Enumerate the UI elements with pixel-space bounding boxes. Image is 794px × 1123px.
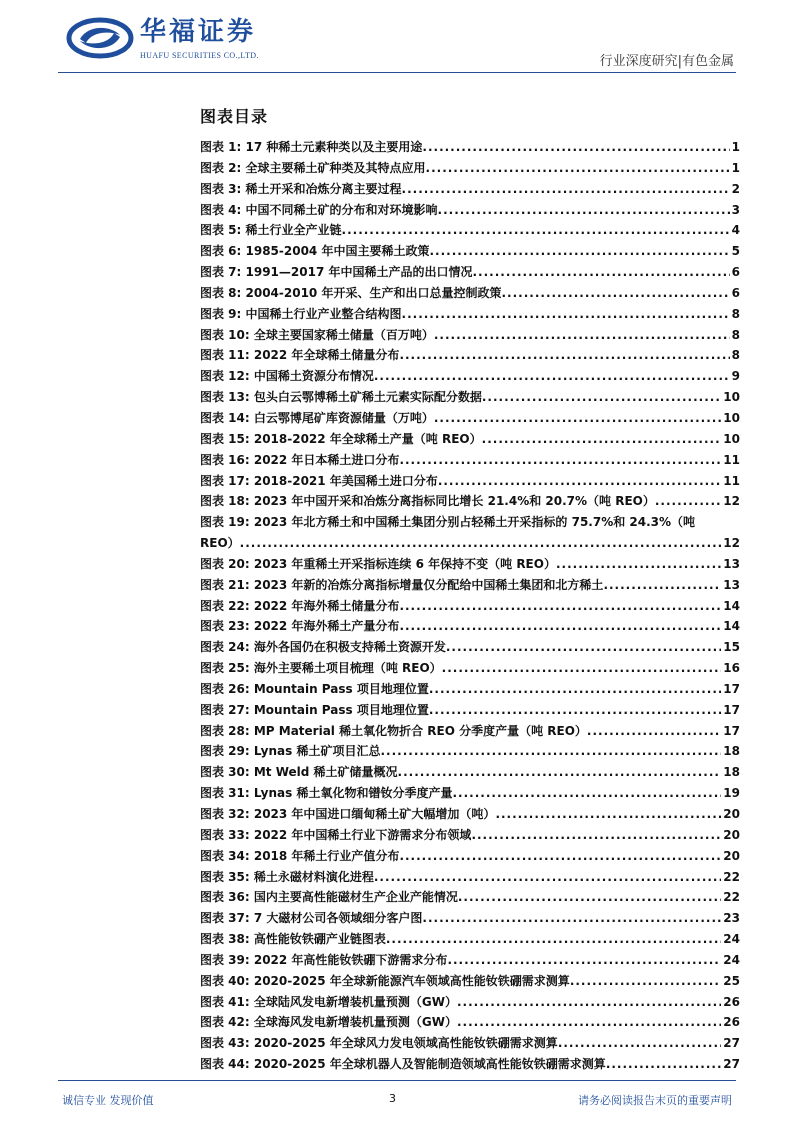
toc-entry-continuation[interactable] [200,533,740,554]
toc-entry[interactable] [200,179,740,200]
toc-entry-page: 8 [731,327,740,342]
toc-entry-label: 图表 12: 中国稀土资源分布情况 [200,369,374,384]
toc-leader-dots [570,971,721,992]
company-logo-english: HUAFU SECURITIES CO.,LTD. [140,51,259,60]
toc-entry-page: 8 [731,306,740,321]
toc-entry[interactable] [200,429,740,450]
toc-entry[interactable] [200,512,740,533]
toc-entry-label: 图表 42: 全球海风发电新增装机量预测（GW） [200,1015,457,1030]
toc-entry-label: 图表 30: Mt Weld 稀土矿储量概况 [200,765,398,780]
toc-leader-dots [434,408,721,429]
toc-entry[interactable] [200,1033,740,1054]
toc-entry-page: 10 [723,431,740,446]
toc-entry-page: 19 [723,786,740,801]
toc-entry-label-continued: REO） [200,536,240,551]
toc-entry-label: 图表 27: Mountain Pass 项目地理位置 [200,702,429,717]
toc-leader-dots [457,1012,721,1033]
toc-entry-label: 图表 3: 稀土开采和冶炼分离主要过程 [200,181,402,196]
toc-entry[interactable] [200,491,740,512]
toc-entry-page: 3 [731,202,740,217]
toc-entry[interactable] [200,616,740,637]
toc-leader-dots [429,700,721,721]
toc-leader-dots [422,137,729,158]
toc-entry-label: 图表 11: 2022 年全球稀土储量分布 [200,348,400,363]
toc-entry-label: 图表 25: 海外主要稀土项目梳理（吨 REO） [200,661,442,676]
toc-leader-dots [398,762,722,783]
toc-entry[interactable] [200,887,740,908]
toc-entry[interactable] [200,450,740,471]
toc-entry-page: 12 [723,536,740,551]
toc-entry-label: 图表 17: 2018-2021 年美国稀土进口分布 [200,473,438,488]
toc-entry-label: 图表 28: MP Material 稀土氧化物折合 REO 分季度产量（吨 REO） [200,723,587,738]
toc-entry-page: 22 [723,869,740,884]
toc-entry[interactable] [200,137,740,158]
toc-entry[interactable] [200,825,740,846]
toc-entry-label: 图表 32: 2023 年中国进口缅甸稀土矿大幅增加（吨） [200,807,496,821]
toc-entry[interactable] [200,366,740,387]
toc-leader-dots [374,366,730,387]
toc-leader-dots [402,179,730,200]
toc-entry-page: 12 [723,494,740,509]
toc-entry[interactable] [200,804,740,825]
toc-entry-page: 9 [731,369,740,384]
toc-entry-page: 1 [731,140,740,154]
toc-leader-dots [399,450,721,471]
toc-entry-label: 图表 22: 2022 年海外稀土储量分布 [200,598,400,613]
page-number: 3 [389,1092,396,1105]
toc-entry-label: 图表 24: 海外各国仍在积极支持稀土资源开发 [200,640,446,655]
toc-entry-label: 图表 23: 2022 年海外稀土产量分布 [200,619,400,634]
toc-leader-dots [438,200,730,221]
toc-entry-label: 图表 38: 高性能钕铁硼产业链图表 [200,932,386,947]
toc-entry-page: 13 [723,577,740,592]
toc-entry[interactable] [200,700,740,721]
toc-entry[interactable] [200,971,740,992]
toc-leader-dots [399,345,729,366]
toc-leader-dots [606,1054,721,1075]
company-logo-text: 华福证券 [140,17,257,47]
toc-leader-dots [482,387,721,408]
toc-entry-label: 图表 44: 2020-2025 年全球机器人及智能制造领域高性能钕铁硼需求测算 [200,1057,606,1072]
footer-divider [58,1080,736,1081]
toc-entry-page: 15 [723,640,740,655]
toc-leader-dots [374,867,721,888]
toc-entry-page: 27 [723,1036,740,1051]
toc-entry-page: 14 [723,619,740,634]
toc-entry-page: 18 [723,744,740,759]
toc-leader-dots [399,616,721,637]
toc-entry-page: 17 [723,702,740,717]
report-category: 行业深度研究|有色金属 [599,54,734,69]
toc-leader-dots [558,1033,721,1054]
toc-entry[interactable] [200,741,740,762]
toc-entry[interactable] [200,950,740,971]
toc-entry-label: 图表 35: 稀土永磁材料演化进程 [200,869,374,884]
toc-entry-page: 4 [731,223,740,238]
toc-leader-dots [603,575,721,596]
toc-entry-label: 图表 16: 2022 年日本稀土进口分布 [200,452,400,467]
toc-leader-dots [447,950,721,971]
toc-entry-label: 图表 15: 2018-2022 年全球稀土产量（吨 REO） [200,431,482,446]
toc-entry[interactable] [200,908,740,929]
toc-entry-label: 图表 5: 稀土行业全产业链 [200,223,342,238]
toc-leader-dots [472,262,729,283]
toc-leader-dots [240,533,722,554]
toc-entry-page: 10 [723,410,740,425]
toc-leader-dots [457,992,721,1013]
toc-entry[interactable] [200,762,740,783]
toc-entry-page: 14 [723,598,740,613]
footer-slogan: 诚信专业 发现价值 [62,1094,154,1107]
toc-entry-page: 11 [723,473,740,488]
toc-entry-page: 6 [731,285,740,300]
toc-entry-page: 11 [723,452,740,467]
toc-leader-dots [434,325,730,346]
toc-entry-label: 图表 18: 2023 年中国开采和冶炼分离指标同比增长 21.4%和 20.7%（吨 REO） [200,494,655,509]
toc-entry-label: 图表 20: 2023 年重稀土开采指标连续 6 年保持不变（吨 REO） [200,556,556,571]
toc-entry-page: 16 [723,661,740,676]
toc-entry-page: 5 [731,244,740,259]
toc-leader-dots [399,846,721,867]
toc-entry-label: 图表 1: 17 种稀土元素种类以及主要用途 [200,140,423,154]
toc-entry[interactable] [200,1012,740,1033]
toc-leader-dots [452,783,721,804]
toc-title: 图表目录 [200,107,269,126]
toc-entry[interactable] [200,679,740,700]
toc-entry-label: 图表 7: 1991—2017 年中国稀土产品的出口情况 [200,265,473,280]
toc-entry[interactable] [200,867,740,888]
toc-entry-label: 图表 41: 全球陆风发电新增装机量预测（GW） [200,994,457,1009]
header-divider [58,72,736,73]
toc-entry-label: 图表 37: 7 大磁材公司各领域细分客户图 [200,911,423,926]
toc-leader-dots [429,241,729,262]
toc-entry[interactable] [200,575,740,596]
toc-entry[interactable] [200,345,740,366]
page-header [0,0,794,75]
toc-leader-dots [556,554,721,575]
toc-entry[interactable] [200,387,740,408]
toc-leader-dots [429,679,721,700]
toc-entry[interactable] [200,637,740,658]
toc-entry-label: 图表 10: 全球主要国家稀土储量（百万吨） [200,327,434,342]
toc-entry-page: 8 [731,348,740,363]
toc-entry[interactable] [200,220,740,241]
toc-leader-dots [501,283,729,304]
toc-entry-label: 图表 9: 中国稀土行业产业整合结构图 [200,306,402,321]
toc-leader-dots [386,929,721,950]
toc-leader-dots [342,220,730,241]
toc-leader-dots [655,491,721,512]
toc-entry-label: 图表 39: 2022 年高性能钕铁硼下游需求分布 [200,952,448,967]
toc-leader-dots [458,887,721,908]
toc-entry-label: 图表 43: 2020-2025 年全球风力发电领域高性能钕铁硼需求测算 [200,1036,558,1051]
toc-entry-page: 17 [723,723,740,738]
toc-entry[interactable] [200,846,740,867]
toc-entry-page: 18 [723,765,740,780]
toc-entry-page: 6 [731,265,740,280]
toc-entry-page: 26 [723,994,740,1009]
toc-entry-label: 图表 33: 2022 年中国稀土行业下游需求分布领域 [200,827,472,842]
toc-leader-dots [587,721,721,742]
toc-leader-dots [438,471,721,492]
toc-entry-label: 图表 31: Lynas 稀土氧化物和镨钕分季度产量 [200,786,453,801]
toc-entry-page: 26 [723,1015,740,1030]
toc-entry-page: 17 [723,681,740,696]
toc-entry[interactable] [200,596,740,617]
toc-leader-dots [402,304,730,325]
toc-leader-dots [442,658,722,679]
toc-entry-label: 图表 14: 白云鄂博尾矿库资源储量（万吨） [200,410,434,425]
toc-entry-page: 13 [723,556,740,571]
toc-entry-page: 27 [723,1057,740,1072]
toc-entry-label: 图表 13: 包头白云鄂博稀土矿稀土元素实际配分数据 [200,390,482,405]
toc-entry[interactable] [200,992,740,1013]
toc-entry-page: 2 [731,181,740,196]
toc-leader-dots [446,637,721,658]
toc-entry-page: 23 [723,911,740,926]
toc-entry[interactable] [200,304,740,325]
toc-entry-label: 图表 8: 2004-2010 年开采、生产和出口总量控制政策 [200,285,502,300]
toc-entry-page: 25 [723,973,740,988]
toc-leader-dots [471,825,721,846]
footer-disclaimer: 请务必阅读报告末页的重要声明 [578,1094,732,1107]
toc-entry[interactable] [200,721,740,742]
toc-entry[interactable] [200,783,740,804]
toc-entry[interactable] [200,1054,740,1075]
toc-entry[interactable] [200,471,740,492]
toc-entry-page: 24 [723,952,740,967]
toc-entry-page: 22 [723,890,740,905]
toc-entry[interactable] [200,658,740,679]
toc-entry[interactable] [200,158,740,179]
toc-leader-dots [482,429,722,450]
toc-entry-label: 图表 6: 1985-2004 年中国主要稀土政策 [200,244,430,259]
toc-entry[interactable] [200,241,740,262]
toc-entry-label: 图表 19: 2023 年北方稀土和中国稀土集团分别占轻稀土开采指标的 75.7%和 24.3%（吨 [200,515,696,530]
toc-entry-label: 图表 40: 2020-2025 年全球新能源汽车领域高性能钕铁硼需求测算 [200,973,570,988]
toc-leader-dots [399,596,721,617]
toc-entry-label: 图表 36: 国内主要高性能磁材生产企业产能情况 [200,890,458,905]
toc-entry-page: 20 [723,827,740,842]
toc-entry-page: 10 [723,390,740,405]
toc-entry[interactable] [200,408,740,429]
toc-entry-label: 图表 21: 2023 年新的冶炼分离指标增量仅分配给中国稀土集团和北方稀土 [200,577,604,592]
toc-entry[interactable] [200,929,740,950]
table-of-figures [200,137,740,1075]
toc-leader-dots [426,158,730,179]
toc-entry[interactable] [200,325,740,346]
toc-leader-dots [422,908,721,929]
toc-leader-dots [380,741,721,762]
toc-entry[interactable] [200,200,740,221]
toc-entry-label: 图表 29: Lynas 稀土矿项目汇总 [200,744,381,759]
toc-entry[interactable] [200,283,740,304]
toc-entry-label: 图表 34: 2018 年稀土行业产值分布 [200,848,400,863]
toc-entry-label: 图表 26: Mountain Pass 项目地理位置 [200,681,429,696]
toc-entry-page: 20 [723,848,740,863]
toc-leader-dots [495,804,721,825]
toc-entry-label: 图表 4: 中国不同稀土矿的分布和对环境影响 [200,202,438,217]
toc-entry-page: 20 [723,807,740,821]
toc-entry-label: 图表 2: 全球主要稀土矿种类及其特点应用 [200,160,426,175]
toc-entry[interactable] [200,554,740,575]
toc-entry-page: 1 [731,160,740,175]
huafu-logo-icon [66,17,134,59]
toc-entry[interactable] [200,262,740,283]
toc-entry-page: 24 [723,932,740,947]
